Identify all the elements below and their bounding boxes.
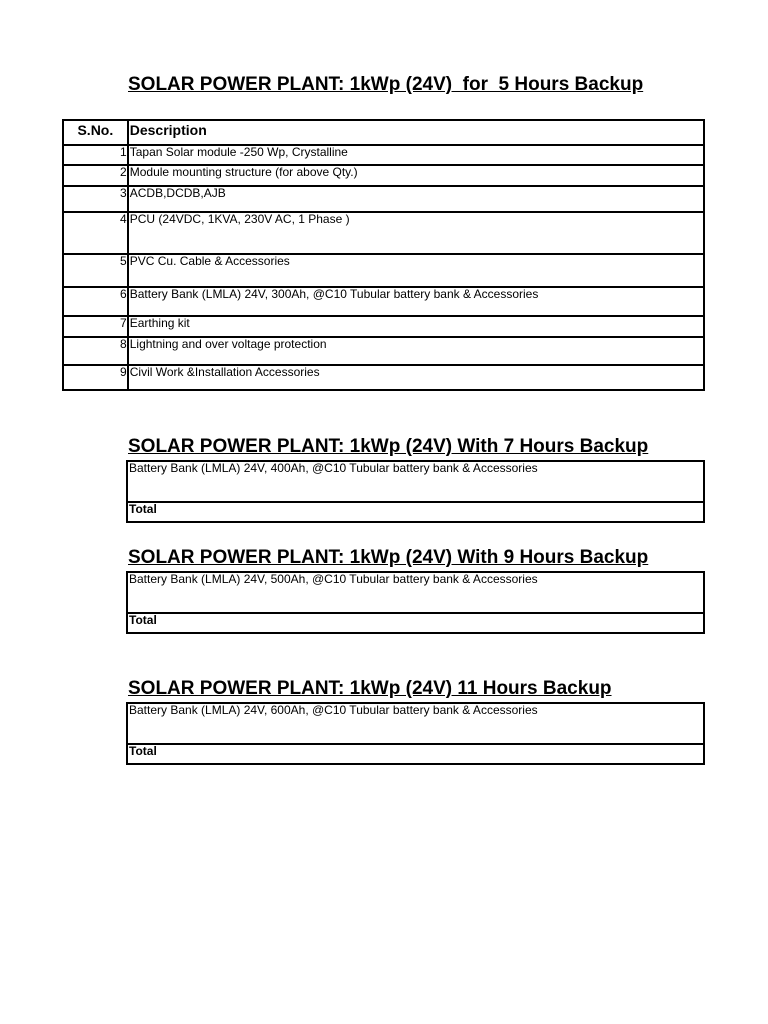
table-header-row xyxy=(63,120,704,145)
option-9h-table xyxy=(126,571,705,634)
table-row xyxy=(127,703,704,744)
option-11h-item: Battery Bank (LMLA) 24V, 600Ah, @C10 Tubular battery bank & Accessories xyxy=(127,703,704,744)
row-sno: 5 xyxy=(63,254,128,287)
row-sno: 8 xyxy=(63,337,128,365)
row-description: PVC Cu. Cable & Accessories xyxy=(128,254,704,287)
row-description: Tapan Solar module -250 Wp, Crystalline xyxy=(128,145,704,165)
table-row xyxy=(127,613,704,633)
row-sno: 6 xyxy=(63,287,128,316)
row-description: Civil Work &Installation Accessories xyxy=(128,365,704,390)
row-description: Module mounting structure (for above Qty.) xyxy=(128,165,704,186)
row-description: Lightning and over voltage protection xyxy=(128,337,704,365)
row-sno: 1 xyxy=(63,145,128,165)
table-row xyxy=(63,145,704,165)
table-row xyxy=(63,337,704,365)
table-row xyxy=(63,365,704,390)
row-sno: 3 xyxy=(63,186,128,212)
row-sno: 4 xyxy=(63,212,128,254)
row-description: ACDB,DCDB,AJB xyxy=(128,186,704,212)
row-sno: 7 xyxy=(63,316,128,337)
table-row xyxy=(63,254,704,287)
table-row xyxy=(63,165,704,186)
sno-header: S.No. xyxy=(63,120,128,145)
row-sno: 2 xyxy=(63,165,128,186)
option-11h-title: SOLAR POWER PLANT: 1kWp (24V) 11 Hours Backup xyxy=(128,678,612,699)
table-row xyxy=(63,186,704,212)
components-table xyxy=(62,119,705,391)
description-header: Description xyxy=(128,120,704,145)
option-7h-table xyxy=(126,460,705,523)
option-9h-total: Total xyxy=(127,613,704,633)
option-11h-table xyxy=(126,702,705,765)
row-description: Earthing kit xyxy=(128,316,704,337)
table-row xyxy=(63,212,704,254)
table-row xyxy=(127,744,704,764)
option-7h-item: Battery Bank (LMLA) 24V, 400Ah, @C10 Tubular battery bank & Accessories xyxy=(127,461,704,502)
table-row xyxy=(127,461,704,502)
option-11h-total: Total xyxy=(127,744,704,764)
row-sno: 9 xyxy=(63,365,128,390)
table-row xyxy=(63,316,704,337)
row-description: PCU (24VDC, 1KVA, 230V AC, 1 Phase ) xyxy=(128,212,704,254)
option-7h-total: Total xyxy=(127,502,704,522)
table-row xyxy=(127,572,704,613)
page-title: SOLAR POWER PLANT: 1kWp (24V) for 5 Hours Backup xyxy=(128,74,644,95)
option-9h-item: Battery Bank (LMLA) 24V, 500Ah, @C10 Tubular battery bank & Accessories xyxy=(127,572,704,613)
row-description: Battery Bank (LMLA) 24V, 300Ah, @C10 Tubular battery bank & Accessories xyxy=(128,287,704,316)
table-row xyxy=(63,287,704,316)
option-7h-title: SOLAR POWER PLANT: 1kWp (24V) With 7 Hours Backup xyxy=(128,436,649,457)
table-row xyxy=(127,502,704,522)
option-9h-title: SOLAR POWER PLANT: 1kWp (24V) With 9 Hours Backup xyxy=(128,547,649,568)
